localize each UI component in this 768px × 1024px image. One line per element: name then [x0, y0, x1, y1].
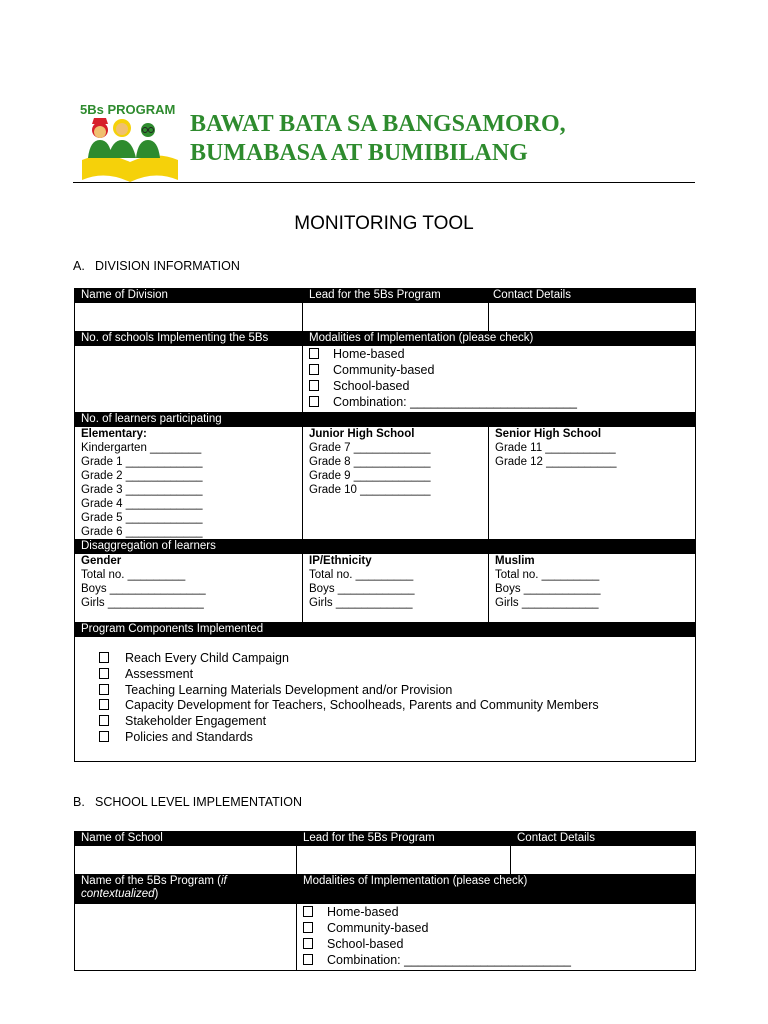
component-option[interactable]: [99, 730, 689, 746]
shs-title: Senior High School: [495, 428, 602, 440]
contact-details-field[interactable]: [489, 303, 696, 332]
component-option[interactable]: [99, 651, 689, 667]
program-title-line2: BUMABASA AT BUMIBILANG: [190, 140, 528, 166]
header-contact: [489, 289, 696, 303]
header-modalities: Modalities of Implementation (please check): [297, 875, 696, 904]
grade-line: Kindergarten ________: [81, 442, 202, 454]
modality-label: Combination: ________________________: [333, 395, 577, 409]
header-program-components: Program Components Implemented: [75, 623, 303, 637]
checkbox[interactable]: [309, 396, 319, 407]
checkbox[interactable]: [99, 731, 109, 742]
checkbox[interactable]: [99, 652, 109, 663]
component-label: Policies and Standards: [125, 729, 253, 744]
document-title: MONITORING TOOL: [294, 213, 474, 234]
modality-option[interactable]: [309, 378, 689, 394]
header-name-of-school: Name of School: [75, 832, 297, 846]
header-contact: Contact Details: [511, 832, 696, 846]
modality-option[interactable]: [309, 394, 689, 410]
component-option[interactable]: [99, 698, 689, 714]
grade-line: Grade 12 ___________: [495, 456, 617, 468]
component-option[interactable]: [99, 714, 689, 730]
component-option[interactable]: [99, 683, 689, 699]
modality-option[interactable]: [303, 936, 689, 952]
modality-label: Home-based: [327, 905, 399, 919]
senior-high-cell: [489, 427, 696, 540]
ip-ethnicity-cell: [303, 554, 489, 623]
component-label: Teaching Learning Materials Development and/or Provision: [125, 682, 453, 697]
section-b-letter: B.: [73, 795, 85, 809]
section-a-title: DIVISION INFORMATION: [95, 259, 240, 273]
header-lead: Lead for the 5Bs Program: [297, 832, 511, 846]
modality-option[interactable]: [303, 920, 689, 936]
modality-option[interactable]: [309, 346, 689, 362]
checkbox[interactable]: [99, 715, 109, 726]
component-label: Reach Every Child Campaign: [125, 651, 289, 665]
modality-option[interactable]: [303, 952, 689, 968]
header-disaggregation: Disaggregation of learners: [75, 540, 696, 554]
contact-details-field[interactable]: [511, 846, 696, 875]
count-line: Boys ____________: [495, 583, 601, 595]
checkbox[interactable]: [309, 364, 319, 375]
count-line: Total no. _________: [81, 569, 186, 581]
modality-label: School-based: [327, 937, 404, 951]
grade-line: Grade 9 ____________: [309, 470, 431, 482]
lead-field[interactable]: [297, 846, 511, 875]
division-information-table: [74, 288, 696, 762]
count-line: Total no. _________: [309, 569, 414, 581]
gender-title: Gender: [81, 555, 122, 567]
modality-label: Home-based: [333, 347, 405, 361]
checkbox[interactable]: [303, 954, 313, 965]
gender-cell: [75, 554, 303, 623]
count-line: Total no. _________: [495, 569, 600, 581]
checkbox[interactable]: [99, 684, 109, 695]
program-components-list: [75, 637, 696, 762]
header-name-of-division: Name of Division: [75, 289, 303, 303]
muslim-cell: [489, 554, 696, 623]
name-of-division-field[interactable]: [75, 303, 303, 332]
header-divider: [73, 182, 695, 183]
modality-option[interactable]: [309, 362, 689, 378]
checkbox[interactable]: [303, 922, 313, 933]
checkbox[interactable]: [99, 668, 109, 679]
elementary-cell: [75, 427, 303, 540]
component-option[interactable]: [99, 667, 689, 683]
header-no-of-learners: No. of learners participating: [75, 413, 696, 427]
name-of-school-field[interactable]: [75, 846, 297, 875]
grade-line: Grade 3 ____________: [81, 484, 203, 496]
modality-option[interactable]: [303, 904, 689, 920]
jhs-title: Junior High School: [309, 428, 415, 440]
grade-line: Grade 11 ___________: [495, 442, 616, 454]
header-modalities: Modalities of Implementation (please check): [303, 332, 696, 346]
header-no-of-schools: No. of schools Implementing the 5Bs: [75, 332, 303, 346]
grade-line: Grade 4 ____________: [81, 498, 203, 510]
count-line: Girls ____________: [495, 597, 599, 609]
count-line: Girls _______________: [81, 597, 204, 609]
junior-high-cell: [303, 427, 489, 540]
modality-label: Community-based: [333, 363, 435, 377]
grade-line: Grade 10 ___________: [309, 484, 431, 496]
grade-line: Grade 8 ____________: [309, 456, 431, 468]
header-contact-label: Contact Details: [493, 289, 571, 301]
modality-label: School-based: [333, 379, 410, 393]
program-name-italic: if contextualized: [81, 875, 227, 900]
grade-line: Grade 5 ____________: [81, 512, 203, 524]
program-name-label: Name of the 5Bs Program (: [81, 875, 221, 887]
modalities-list: [297, 904, 696, 971]
book-shape: [82, 155, 178, 182]
checkbox[interactable]: [303, 906, 313, 917]
5bs-program-logo: [80, 100, 180, 184]
checkbox[interactable]: [309, 348, 319, 359]
modality-label: Combination: ________________________: [327, 953, 571, 967]
section-a-heading: [73, 259, 240, 273]
ip-title: IP/Ethnicity: [309, 555, 372, 567]
modality-label: Community-based: [327, 921, 429, 935]
count-line: Boys _______________: [81, 583, 206, 595]
logo-text: 5Bs PROGRAM: [80, 102, 176, 117]
elementary-title: Elementary:: [81, 428, 147, 440]
component-label: Capacity Development for Teachers, Schoolheads, Parents and Community Members: [125, 698, 599, 713]
component-label: Assessment: [125, 666, 194, 681]
count-line: Girls ____________: [309, 597, 413, 609]
muslim-title: Muslim: [495, 555, 535, 567]
grade-line: Grade 6 ____________: [81, 526, 203, 538]
header-spacer: [303, 623, 696, 637]
program-name-close: ): [154, 888, 159, 900]
checkbox[interactable]: [303, 938, 313, 949]
section-b-title: SCHOOL LEVEL IMPLEMENTATION: [95, 795, 302, 809]
header-lead: Lead for the 5Bs Program: [303, 289, 489, 303]
program-title: [190, 110, 566, 168]
program-title-line1: BAWAT BATA SA BANGSAMORO,: [190, 111, 566, 137]
checkbox[interactable]: [309, 380, 319, 391]
section-a-letter: A.: [73, 259, 85, 273]
grade-line: Grade 7 ____________: [309, 442, 431, 454]
checkbox[interactable]: [99, 699, 109, 710]
section-b-heading: [73, 795, 302, 809]
grade-line: Grade 1 ____________: [81, 456, 203, 468]
lead-field[interactable]: [303, 303, 489, 332]
component-label: Stakeholder Engagement: [125, 714, 267, 729]
modalities-list: [303, 346, 696, 413]
count-line: Boys ____________: [309, 583, 415, 595]
grade-line: Grade 2 ____________: [81, 470, 203, 482]
header-program-name: [75, 875, 297, 904]
no-of-schools-field[interactable]: [75, 346, 303, 413]
school-level-table: [74, 831, 696, 971]
program-name-field[interactable]: [75, 904, 297, 971]
